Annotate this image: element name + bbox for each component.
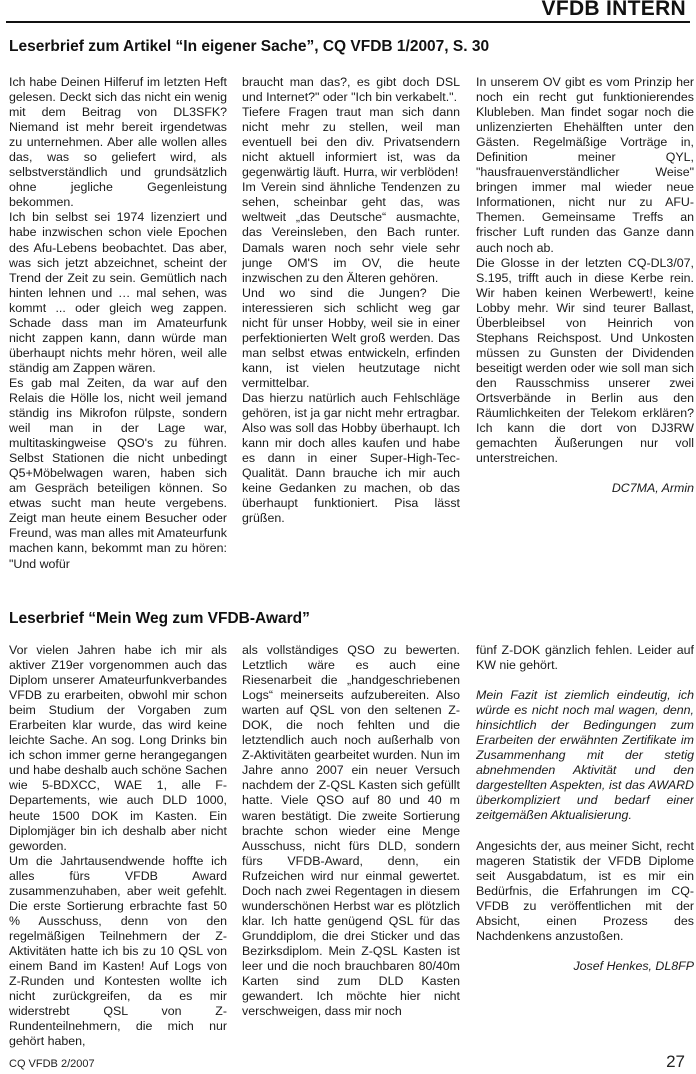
article-2-title: Leserbrief “Mein Weg zum VFDB-Award” [9, 610, 310, 627]
article-1-column-3 [476, 75, 694, 496]
header-rule [6, 21, 690, 23]
paragraph: Im Verein sind ähnliche Tendenzen zu sehen, scheinbar geht das, was weltweit „das Deutsche“ ausmachte, das Vereinsleben, den Bach runter. Damals waren noch sehr viele sehr junge OM'S im OV, die heute inzwischen zu den Älteren gehören. [242, 180, 460, 285]
paragraph: als vollständiges QSO zu bewerten. Letztlich wäre es auch eine Riesenarbeit die „handgeschriebenen Logs“ meinerseits aufzubereiten. Also warten auf QSL von den seltenen Z-DOK, die noch fehlten und die letztendlich auch noch außerhalb von Z-Aktivitäten gearbeitet wurden. Nun im Jahre anno 2007 ein neuer Versuch nachdem der Z-QSL Kasten sich gefüllt hatte. Viele QSO auf 80 und 40 m waren bestätigt. Die zweite Sortierung brachte schon wieder eine Menge Ausschuss, nicht fürs DLD, sondern fürs VFDB-Award, denn, ein Rufzeichen wird nur einmal gewertet. Doch nach zwei Regentagen in diesem wunderschönen Herbst war es plötzlich klar. Ich hatte genügend QSL für das Grunddiplom, die drei Sticker und das Bezirksdiplom. Mein Z-QSL Kasten ist leer und die noch brauchbaren 80/40m Karten sind zum DLD Kasten gewandert. Ich möchte hier nicht verschweigen, dass mir noch [242, 643, 460, 1019]
paragraph: Tiefere Fragen traut man sich dann nicht mehr zu stellen, weil man eventuell bei den div. Privatsendern nicht aktuell informiert ist, was da gegenwärtig läuft. Hurra, wir verblöden! [242, 105, 460, 180]
article-2-column-3 [476, 643, 694, 974]
article-2-column-2 [242, 643, 460, 1019]
paragraph: In unserem OV gibt es vom Prinzip her noch ein recht gut funktionierendes Klubleben. Man findet sogar noch die unlizenzierten Ehehälften unter den Gästen. Regelmäßige Vorträge in, Definition meiner QYL, "hausfrauenverständlicher Weise" bringen immer mal wieder neue Informationen, nicht nur zu AFU-Themen. Gemeinsame Treffs an frischer Luft runden das Ganze dann auch noch ab. [476, 75, 694, 255]
paragraph: Und wo sind die Jungen? Die interessieren sich schlicht weg gar nicht für unser Hobby, weil sie in einer perfektionierten Welt groß werden. Das man selbst etwas entwickeln, erfinden kann, ist vielen heutzutage nicht vermittelbar. [242, 285, 460, 390]
article-1-column-2 [242, 75, 460, 526]
paragraph: Es gab mal Zeiten, da war auf den Relais die Hölle los, nicht weil jemand ständig ins Mikrofon rülpste, sondern weil man in der Lage war, multitaskingweise QSO's zu führen. Selbst Stationen die nicht unbedingt Q5+Möbelwagen waren, haben sich am Gespräch beteiligen können. So etwas sucht man heute vergebens. Zeigt man heute einem Besucher oder Freund, was man alles mit Amateurfunk machen kann, bekommt man zu hören: "Und wofür [9, 375, 227, 571]
article-1-signature: DC7MA, Armin [611, 481, 694, 496]
article-1-title: Leserbrief zum Artikel “In eigener Sache”, CQ VFDB 1/2007, S. 30 [9, 38, 490, 55]
paragraph: Die Glosse in der letzten CQ-DL3/07, S.195, trifft auch in diese Kerbe rein. Wir haben keinen Werbewert!, keine Lobby mehr. Wir sind teurer Ballast, Überbleibsel von Heinrich von Stephans Reichspost. Und Unkosten müssen zu Gunsten der Dividenden beseitigt werden oder wie soll man sich den Rausschmiss unserer zwei Ortsverbände in Berlin aus den Räumlichkeiten der Telekom erklären? Ich kann die dort von DJ3RW gemachten Äußerungen nur voll unterstreichen. [476, 255, 694, 466]
paragraph: braucht man das?, es gibt doch DSL und Internet?" oder "Ich bin verkabelt.". [242, 75, 460, 105]
paragraph: Das hierzu natürlich auch Fehlschläge gehören, ist ja gar nicht mehr ertragbar. Also was soll das Hobby überhaupt. Ich kann mir doch alles kaufen und habe es dann in einer Super-High-Tec-Qualität. Dann brauche ich mir auch keine Gedanken zu machen, ob das überhaupt funktioniert. Pisa lässt grüßen. [242, 390, 460, 526]
paragraph: Angesichts der, aus meiner Sicht, recht mageren Statistik der VFDB Diplome seit Ausgabdatum, ist es mir ein Bedürfnis, die Erfahrungen im CQ-VFDB zu veröffentlichen mit der Absicht, einen Prozess des Nachdenkens anzustoßen. [476, 838, 694, 943]
paragraph-conclusion: Mein Fazit ist ziemlich eindeutig, ich würde es nicht noch mal wagen, denn, hinsichtlich der Bedingungen zum Erarbeiten der erwähnten Zertifikate im Zusammenhang mit der stetig abnehmenden Aktivität und den dargestellten Aspekten, ist das AWARD überkompliziert und bedarf einer zeitgemäßen Aktualisierung. [476, 688, 694, 823]
article-2-column-1 [9, 643, 227, 1049]
article-2-signature: Josef Henkes, DL8FP [573, 958, 694, 973]
page-number: 27 [666, 1052, 685, 1071]
paragraph: Ich habe Deinen Hilferuf im letzten Heft gelesen. Deckt sich das nicht ein wenig mit dem Beitrag von DL3SFK? Niemand ist mehr bereit irgendetwas zu unternehmen. Aber alle wollen alles das, was so geliefert wird, als selbstverständlich und grundsätzlich ohne jegliche Gegenleistung bekommen. [9, 75, 227, 210]
article-1-column-1 [9, 75, 227, 572]
footer-issue: CQ VFDB 2/2007 [9, 1058, 95, 1070]
paragraph: Ich bin selbst sei 1974 lizenziert und habe inzwischen schon viele Epochen des Afu-Lebens beobachtet. Das aber, was sich jetzt abzeichnet, scheint der Trend der Zeit zu sein. Gemütlich nach hinten lehnen und … mal sehen, was kommt ... oder gleich weg zappen. Schade dass man im Amateurfunk nicht zappen kann, dann würde man überhaupt nichts mehr hören, weil alle ständig am Zappen wären. [9, 210, 227, 375]
paragraph: Um die Jahrtausendwende hoffte ich alles fürs VFDB Award zusammenzuhaben, aber weit gefehlt. Die erste Sortierung erbrachte fast 50 % Ausschuss, denn von den regelmäßigen Teilnehmern der Z-Aktivitäten hatte ich bis zu 10 QSL von einem Band im Kasten! Auf Logs von Z-Runden und Kontesten wollte ich nicht zurückgreifen, da es mir widerstrebt QSL von Z-Rundenteilnehmern, die mich nur gehört haben, [9, 853, 227, 1049]
paragraph: fünf Z-DOK gänzlich fehlen. Leider auf KW nie gehört. [476, 643, 694, 673]
paragraph: Vor vielen Jahren habe ich mir als aktiver Z19er vorgenommen auch das Diplom unserer Amateurfunkverbandes VFDB zu erarbeiten, obwohl mir schon beim Studium der Vorgaben zum Erarbeiten klar wurde, das wird keine leichte Sache. An sog. Long Drinks bin ich schon immer gerne herangegangen und habe deshalb auch schöne Sachen wie 5-BDXCC, WAE 1, alle F-Departements, wie auch DLD 1000, heute 1500 DOK im Kasten. Ein Diplomjäger bin ich deshalb aber nicht geworden. [9, 643, 227, 853]
section-label: VFDB INTERN [541, 0, 686, 20]
